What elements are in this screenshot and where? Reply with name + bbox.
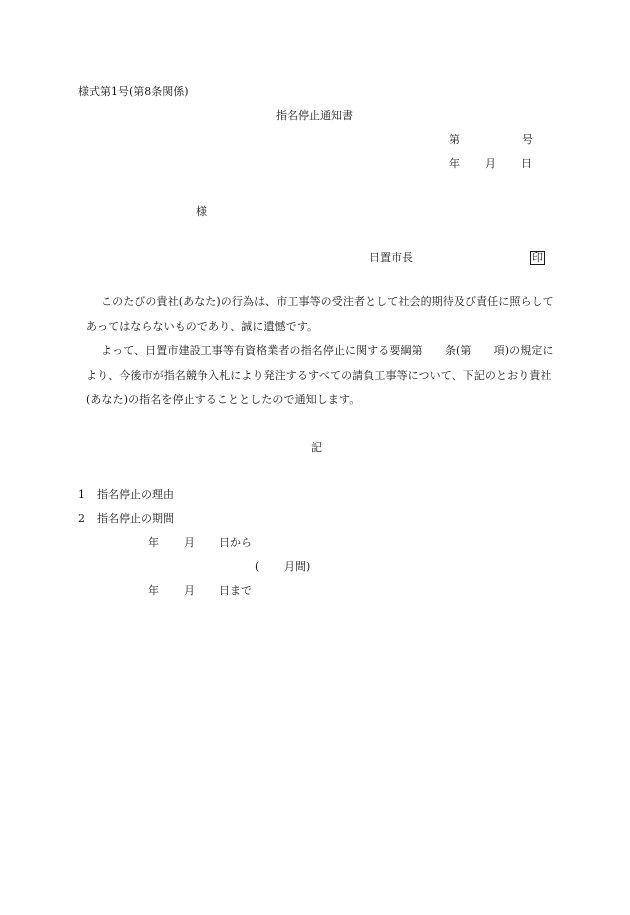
- list-item: [78, 488, 174, 502]
- list-item: [78, 512, 174, 526]
- body-paragraph-2: よって、日置市建設工事等有資格業者の指名停止に関する要綱第 条(第 項)の規定により、今後市が指名競争入札により発注するすべての請負工事等について、下記のとおり貴社(あなた)の指名を停止することとしたので通知します。: [86, 344, 554, 406]
- period-start-month: 月: [184, 536, 195, 549]
- period-end-day: 日まで: [219, 584, 252, 597]
- number-suffix: 号: [522, 133, 533, 146]
- period-start-day: 日から: [219, 536, 252, 549]
- ki-heading: 記: [311, 441, 322, 454]
- period-end-year: 年: [148, 584, 159, 597]
- period-start-year: 年: [148, 536, 159, 549]
- date-year: 年: [449, 157, 460, 170]
- recipient-honorific: 様: [196, 205, 207, 218]
- date-day: 日: [521, 157, 532, 170]
- body-paragraph-1: このたびの貴社(あなた)の行為は、市工事等の受注者として社会的期待及び責任に照らしてあってはならないものであり、誠に遺憾です。: [86, 295, 554, 333]
- period-months-label: 月間): [284, 560, 311, 573]
- form-label: 様式第1号(第8条関係): [78, 85, 189, 98]
- seal-mark: [530, 251, 545, 265]
- date-month: 月: [485, 157, 496, 170]
- item-label: 指名停止の理由: [97, 488, 174, 501]
- item-number: 1: [78, 488, 85, 501]
- item-number: 2: [78, 512, 85, 525]
- document-title: 指名停止通知書: [276, 109, 353, 122]
- sender-name: 日置市長: [369, 251, 413, 264]
- item-label: 指名停止の期間: [97, 512, 174, 525]
- seal-char: 印: [532, 251, 543, 264]
- period-end-month: 月: [184, 584, 195, 597]
- number-prefix: 第: [449, 133, 460, 146]
- period-months-open: (: [255, 560, 260, 573]
